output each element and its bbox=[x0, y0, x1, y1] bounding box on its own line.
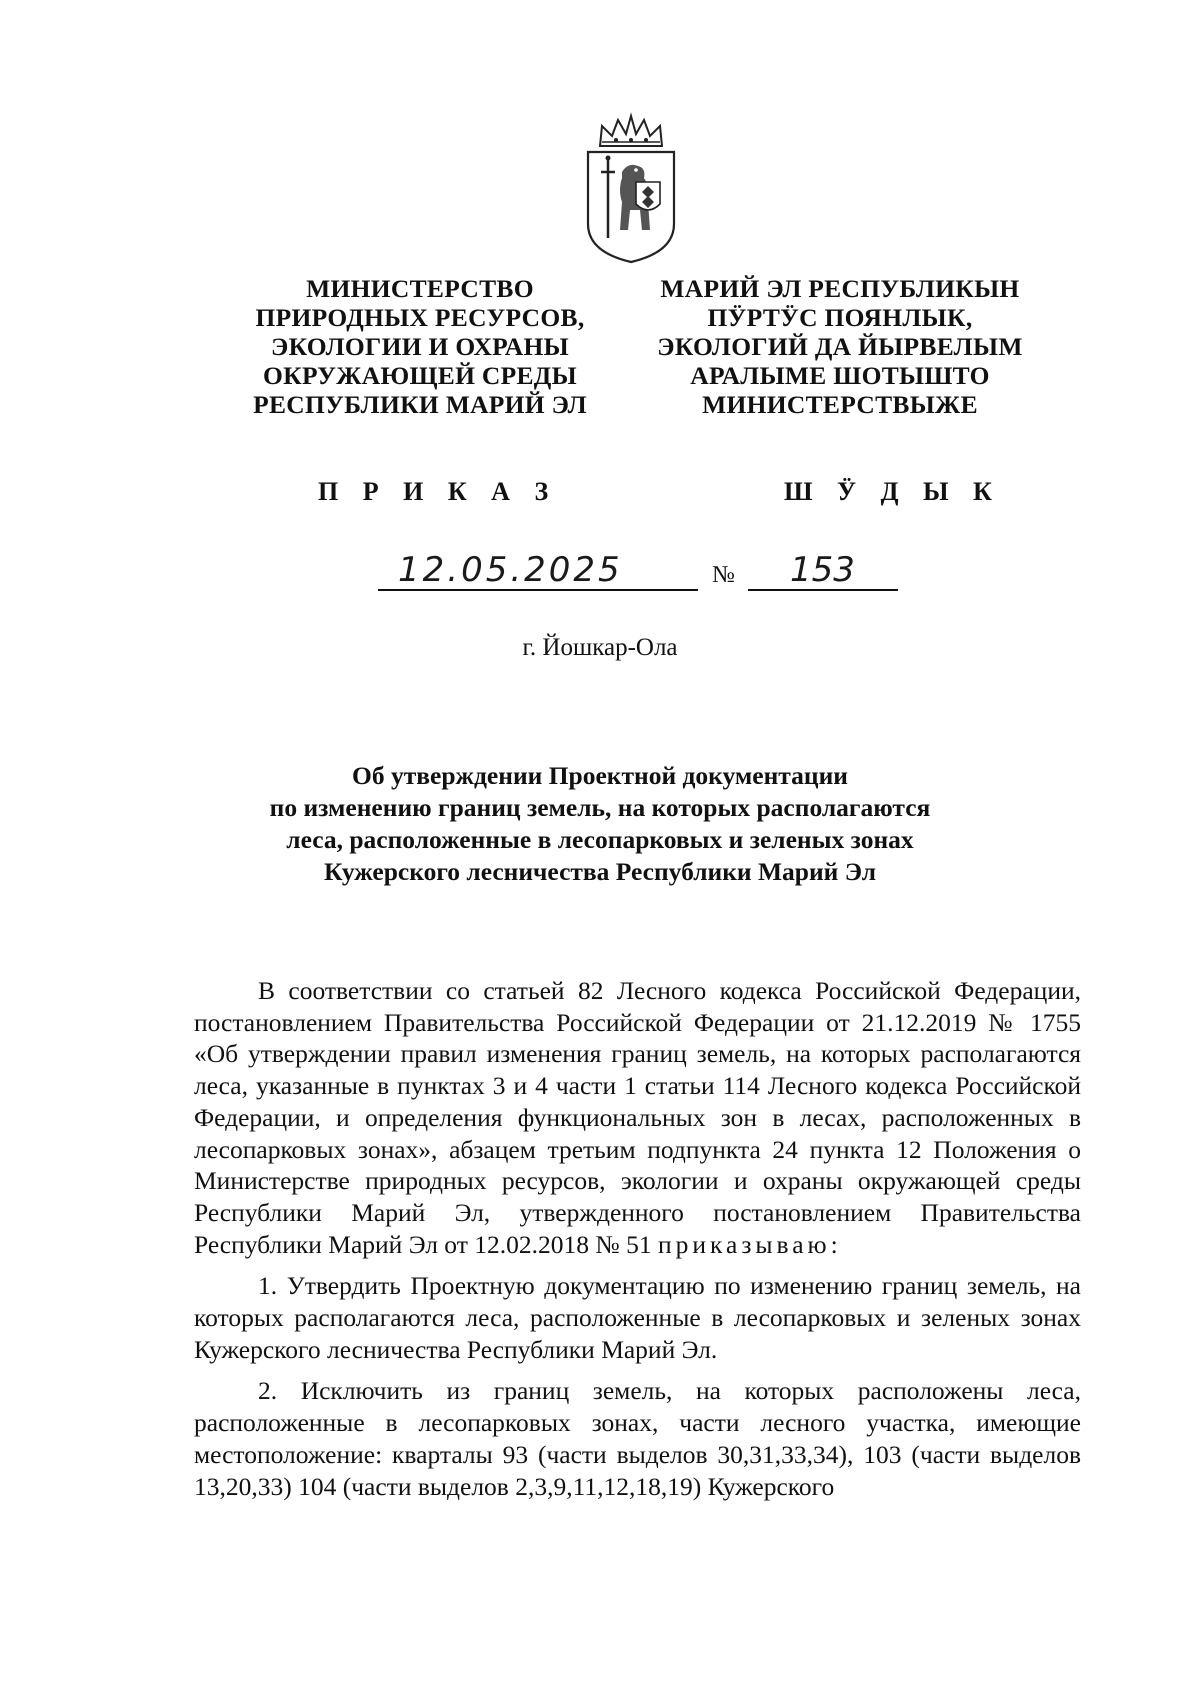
header-right-line: МАРИЙ ЭЛ РЕСПУБЛИКЫН bbox=[660, 274, 1020, 303]
title-line: Кужерского лесничества Республики Марий Эл bbox=[324, 857, 876, 886]
ministry-name-mari bbox=[625, 274, 1055, 419]
handwritten-number: 153 bbox=[790, 550, 855, 590]
document-title bbox=[230, 760, 970, 888]
header-left-line: ЭКОЛОГИИ И ОХРАНЫ bbox=[271, 332, 569, 361]
item-2: 2. Исключить из границ земель, на которых расположены леса, расположенные в лесопарковых зонах, части лесного участка, имеющие местоположение: кварталы 93 (части выделов 30,31,33,34), 103 (части выделов 13,20,33) 104 (части выделов 2,3,9,11,12,18,19) Кужерского bbox=[194, 1376, 1081, 1501]
header-left-line: МИНИСТЕРСТВО bbox=[306, 274, 534, 303]
header-left-line: ОКРУЖАЮЩЕЙ СРЕДЫ bbox=[263, 361, 577, 390]
header-right-line: МИНИСТЕРСТВЫЖЕ bbox=[702, 390, 978, 419]
city: г. Йошкар-Ола bbox=[522, 634, 678, 661]
header-right-line: АРАЛЫМЕ ШОТЫШТО bbox=[690, 361, 990, 390]
order-word: приказываю: bbox=[657, 1229, 842, 1259]
coat-of-arms-icon bbox=[580, 112, 682, 264]
item-1: 1. Утвердить Проектную документацию по изменению границ земель, на которых располагаются леса, расположенные в лесопарковых и зеленых зонах Кужерского лесничества Республики Марий Эл. bbox=[194, 1271, 1081, 1364]
header-right-line: ЭКОЛОГИЙ ДА ЙЫРВЕЛЫМ bbox=[657, 332, 1023, 361]
title-line: Об утверждении Проектной документации bbox=[352, 761, 848, 790]
header-left-line: РЕСПУБЛИКИ МАРИЙ ЭЛ bbox=[253, 390, 587, 419]
header-left-line: ПРИРОДНЫХ РЕСУРСОВ, bbox=[255, 303, 585, 332]
doc-type-russian: П Р И К А З bbox=[318, 477, 558, 506]
ministry-name-russian bbox=[205, 274, 635, 419]
registration-line bbox=[0, 550, 1200, 612]
header-right-line: ПӰРТӰС ПОЯНЛЫК, bbox=[707, 303, 973, 332]
document-body bbox=[194, 975, 1081, 1502]
handwritten-date: 12.05.2025 bbox=[398, 550, 623, 590]
number-sign: № bbox=[712, 562, 735, 588]
doc-type-mari: Ш Ӱ Д Ы К bbox=[784, 477, 1001, 506]
title-line: леса, расположенные в лесопарковых и зеленых зонах bbox=[286, 825, 914, 854]
preamble-paragraph bbox=[194, 975, 1081, 1260]
title-line: по изменению границ земель, на которых располагаются bbox=[269, 793, 931, 822]
preamble-text: В соответствии со статьей 82 Лесного кодекса Российской Федерации, постановлением Правительства Российской Федерации от 21.12.2019 № 1755 «Об утверждении правил изменения границ земель, на которых располагаются леса, указанные в пунктах 3 и 4 части 1 статьи 114 Лесного кодекса Российской Федерации, и определения функциональных зон в лесах, расположенных в лесопарковых зонах», абзацем третьим подпункта 24 пункта 12 Положения о Министерстве природных ресурсов, экологии и охраны окружающей среды Республики Марий Эл, утвержденного постановлением Правительства Республики Марий Эл от 12.02.2018 № 51 bbox=[194, 976, 1081, 1259]
